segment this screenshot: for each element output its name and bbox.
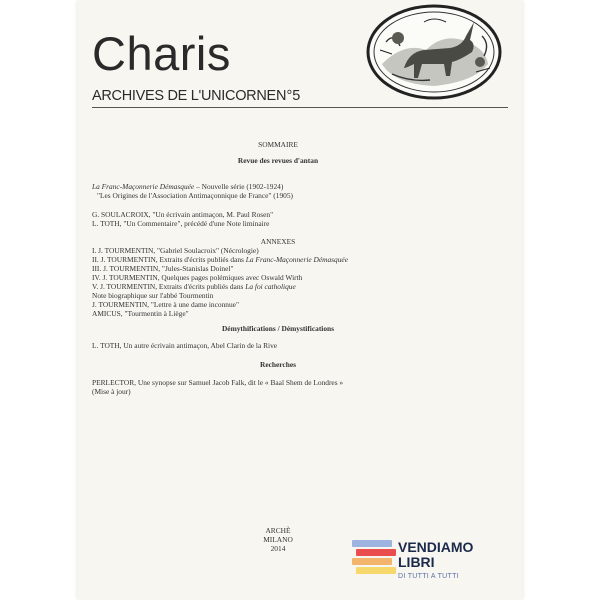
- table-of-contents: [92, 140, 464, 396]
- badge-stripe: [352, 558, 392, 565]
- badge-stripe: [356, 567, 396, 574]
- section-heading-revue: Revue des revues d'antan: [237, 156, 319, 165]
- list-item: La Franc-Maçonnerie Démasquée – Nouvelle série (1902-1924): [92, 182, 284, 191]
- journal-title: Charis: [92, 27, 231, 80]
- list-item: J. TOURMENTIN, "Lettre à une dame inconnue": [92, 300, 239, 309]
- journal-subtitle: ARCHIVES DE L'UNICORNE: [92, 88, 276, 104]
- list-item: AMICUS, "Tourmentin à Liège": [92, 309, 189, 318]
- issue-number: N°5: [276, 88, 301, 104]
- list-item: G. SOULACROIX, "Un écrivain antimaçon, M. Paul Rosen": [92, 210, 274, 219]
- badge-line-3: DI TUTTI A TUTTI: [398, 573, 459, 580]
- list-item: L. TOTH, Un autre écrivain antimaçon, Abel Clarin de la Rive: [92, 341, 278, 350]
- list-item: II. J. TOURMENTIN, Extraits d'écrits publiés dans La Franc-Maçonnerie Démasquée: [92, 255, 348, 264]
- badge-stripe: [352, 540, 392, 547]
- list-item-continued: (Mise à jour): [92, 387, 131, 396]
- list-item: Note biographique sur l'abbé Tourmentin: [92, 291, 214, 300]
- list-item: PERLECTOR, Une synopse sur Samuel Jacob Falk, dit le « Baal Shem de Londres »: [92, 378, 344, 387]
- list-item: III. J. TOURMENTIN, "Jules-Stanislas Doinel": [92, 264, 234, 273]
- annexes-heading: ANNEXES: [260, 237, 296, 246]
- list-item: I. J. TOURMENTIN, "Gabriel Soulacroix" (Nécrologie): [92, 246, 259, 255]
- seller-watermark-badge: [352, 538, 472, 588]
- badge-line-1: VENDIAMO: [398, 539, 474, 555]
- toc-heading: SOMMAIRE: [258, 140, 298, 149]
- badge-line-2: LIBRI: [398, 554, 435, 570]
- list-item: V. J. TOURMENTIN, Extraits d'écrits publiés dans La foi catholique: [92, 282, 296, 291]
- list-item: IV. J. TOURMENTIN, Quelques pages polémiques avec Oswald Wirth: [92, 273, 303, 282]
- list-item: L. TOTH, "Un Commentaire", précédé d'une Note liminaire: [92, 219, 270, 228]
- unicorn-engraving-icon: [364, 2, 504, 102]
- section-heading-recherches: Recherches: [260, 360, 296, 369]
- section-heading-demythifications: Démythifications / Démystifications: [221, 324, 335, 333]
- publisher-city: MILANO: [263, 535, 293, 544]
- badge-stripe: [356, 549, 396, 556]
- header-rule: [92, 107, 508, 108]
- publication-year: 2014: [270, 544, 286, 553]
- list-item: "Les Origines de l'Association Antimaçonnique de France" (1905): [97, 191, 293, 200]
- publisher-name: ARCHÈ: [265, 526, 291, 535]
